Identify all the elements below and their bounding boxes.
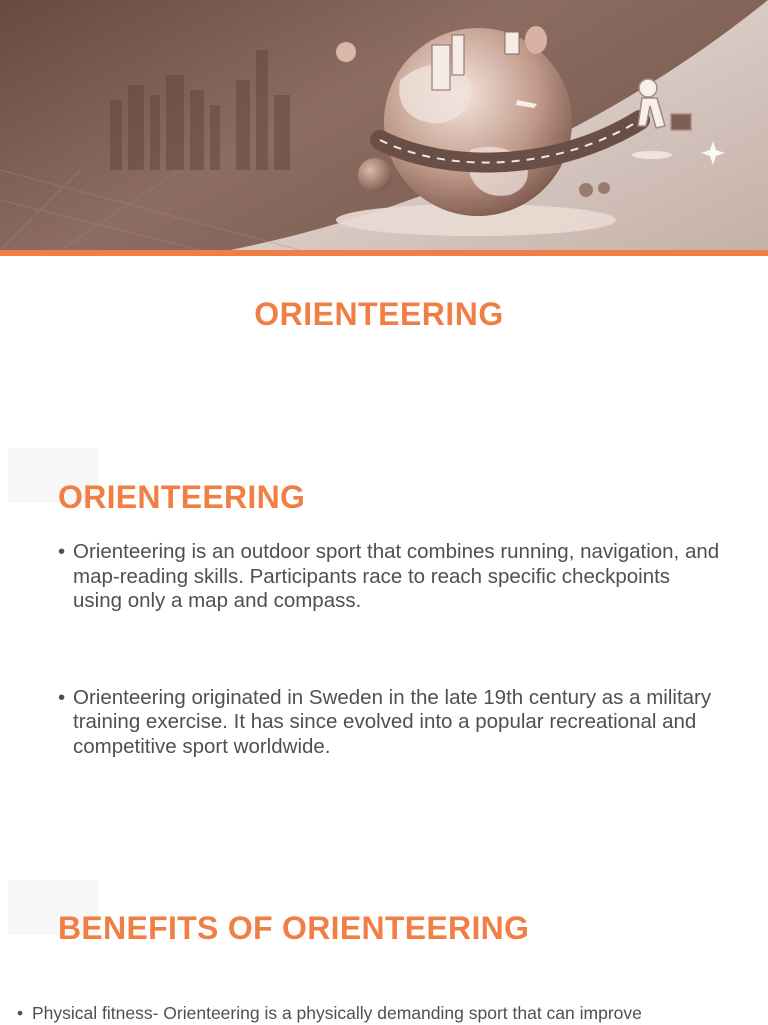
list-item: • Orienteering originated in Sweden in the late 19th century as a military training exercise. It has since evolved into a popular recreational and competitive sport worldwide. [73,686,723,760]
section-title: BENEFITS OF ORIENTEERING [58,910,530,946]
travel-globe-illustration [0,0,768,256]
page-title: ORIENTEERING [254,296,504,332]
list-item: • Physical fitness- Orienteering is a physically demanding sport that can improve [32,1001,752,1025]
bullet-list [32,1001,752,1025]
bullet-list [73,540,723,831]
section-title: ORIENTEERING [58,479,306,515]
header-banner [0,0,768,256]
list-item: • Orienteering is an outdoor sport that combines running, navigation, and map-reading skills. Participants race to reach specific checkpoints using only a map and compass. [73,540,723,614]
